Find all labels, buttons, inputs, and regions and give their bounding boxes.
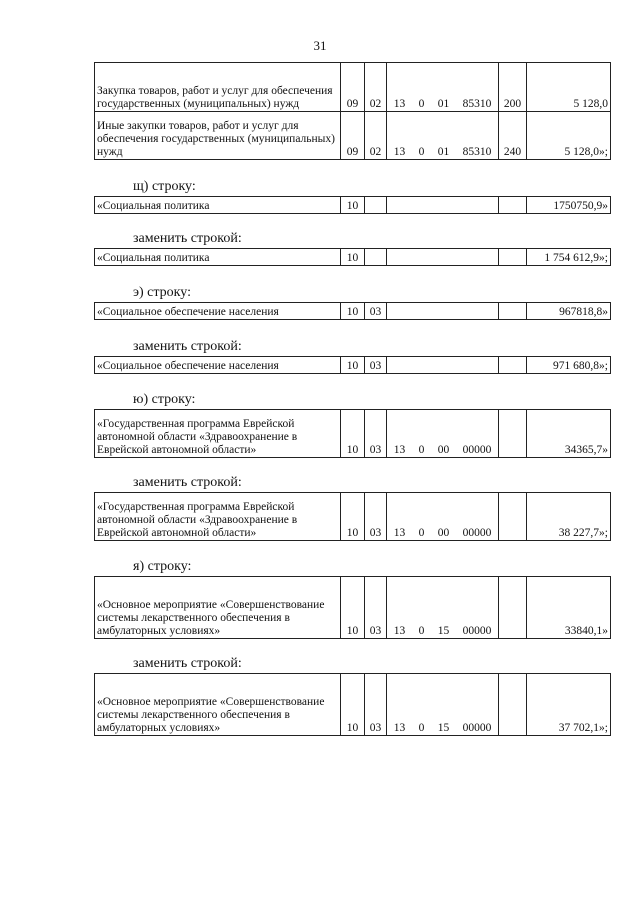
page-number: 31 [313, 38, 327, 53]
expense-type-code: 200 [499, 63, 527, 112]
amount: 34365,7» [527, 410, 611, 458]
budget-table-continuation [94, 62, 611, 160]
subsection-code: 03 [365, 410, 387, 458]
expense-type-code: 240 [499, 112, 527, 160]
amount: 33840,1» [527, 577, 611, 639]
section-code: 10 [341, 577, 365, 639]
row-name: «Основное мероприятие «Совершенствование системы лекарственного обеспечения в амбулаторных условиях» [95, 577, 341, 639]
row-name: «Государственная программа Еврейской автономной области «Здравоохранение в Еврейской автономной области» [95, 410, 341, 458]
subsection-code: 03 [365, 493, 387, 541]
target-article-code: 13 0 01 85310 [387, 112, 499, 160]
expense-type-code [499, 577, 527, 639]
row-name: «Государственная программа Еврейской автономной области «Здравоохранение в Еврейской автономной области» [95, 493, 341, 541]
amount: 967818,8» [527, 303, 611, 320]
table-row [95, 197, 611, 214]
subsection-code [365, 197, 387, 214]
amount: 5 128,0 [527, 63, 611, 112]
expense-type-code [499, 493, 527, 541]
subsection-code: 02 [365, 63, 387, 112]
amount: 37 702,1»; [527, 674, 611, 736]
section-code: 10 [341, 249, 365, 266]
budget-row-table [94, 356, 611, 374]
target-article-code [387, 197, 499, 214]
section-code: 10 [341, 197, 365, 214]
row-name: Иные закупки товаров, работ и услуг для обеспечения государственных (муниципальных) нужд [95, 112, 341, 160]
section-code: 09 [341, 63, 365, 112]
subsection-code: 03 [365, 674, 387, 736]
section-label: заменить строкой: [133, 339, 242, 354]
section-label: я) строку: [133, 559, 192, 574]
section-label: заменить строкой: [133, 231, 242, 246]
target-article-code: 13 0 15 00000 [387, 577, 499, 639]
budget-row-table [94, 302, 611, 320]
section-code: 10 [341, 410, 365, 458]
row-name: «Основное мероприятие «Совершенствование системы лекарственного обеспечения в амбулаторных условиях» [95, 674, 341, 736]
target-article-code: 13 0 01 85310 [387, 63, 499, 112]
budget-row-table [94, 673, 611, 736]
row-name: «Социальная политика [95, 249, 341, 266]
target-article-code: 13 0 15 00000 [387, 674, 499, 736]
table-row [95, 577, 611, 639]
target-article-code: 13 0 00 00000 [387, 493, 499, 541]
section-code: 10 [341, 303, 365, 320]
amount: 5 128,0»; [527, 112, 611, 160]
expense-type-code [499, 357, 527, 374]
table-row [95, 674, 611, 736]
target-article-code [387, 357, 499, 374]
table-row [95, 303, 611, 320]
budget-row-table [94, 248, 611, 266]
section-label: щ) строку: [133, 179, 196, 194]
table-row [95, 410, 611, 458]
subsection-code: 03 [365, 357, 387, 374]
expense-type-code [499, 197, 527, 214]
section-code: 10 [341, 493, 365, 541]
amount: 971 680,8»; [527, 357, 611, 374]
table-row [95, 493, 611, 541]
budget-row-table [94, 492, 611, 541]
target-article-code [387, 249, 499, 266]
table-row [95, 63, 611, 112]
budget-row-table [94, 409, 611, 458]
amount: 38 227,7»; [527, 493, 611, 541]
budget-row-table [94, 196, 611, 214]
subsection-code [365, 249, 387, 266]
section-label: ю) строку: [133, 392, 196, 407]
table-row [95, 249, 611, 266]
expense-type-code [499, 303, 527, 320]
expense-type-code [499, 410, 527, 458]
amount: 1 754 612,9»; [527, 249, 611, 266]
section-label: э) строку: [133, 285, 191, 300]
section-label: заменить строкой: [133, 475, 242, 490]
subsection-code: 03 [365, 577, 387, 639]
section-label: заменить строкой: [133, 656, 242, 671]
row-name: «Социальная политика [95, 197, 341, 214]
row-name: «Социальное обеспечение населения [95, 357, 341, 374]
section-code: 10 [341, 674, 365, 736]
table-row [95, 112, 611, 160]
expense-type-code [499, 674, 527, 736]
table-row [95, 357, 611, 374]
section-code: 09 [341, 112, 365, 160]
target-article-code: 13 0 00 00000 [387, 410, 499, 458]
section-code: 10 [341, 357, 365, 374]
expense-type-code [499, 249, 527, 266]
row-name: «Социальное обеспечение населения [95, 303, 341, 320]
target-article-code [387, 303, 499, 320]
row-name: Закупка товаров, работ и услуг для обеспечения государственных (муниципальных) нужд [95, 63, 341, 112]
budget-row-table [94, 576, 611, 639]
amount: 1750750,9» [527, 197, 611, 214]
subsection-code: 02 [365, 112, 387, 160]
subsection-code: 03 [365, 303, 387, 320]
